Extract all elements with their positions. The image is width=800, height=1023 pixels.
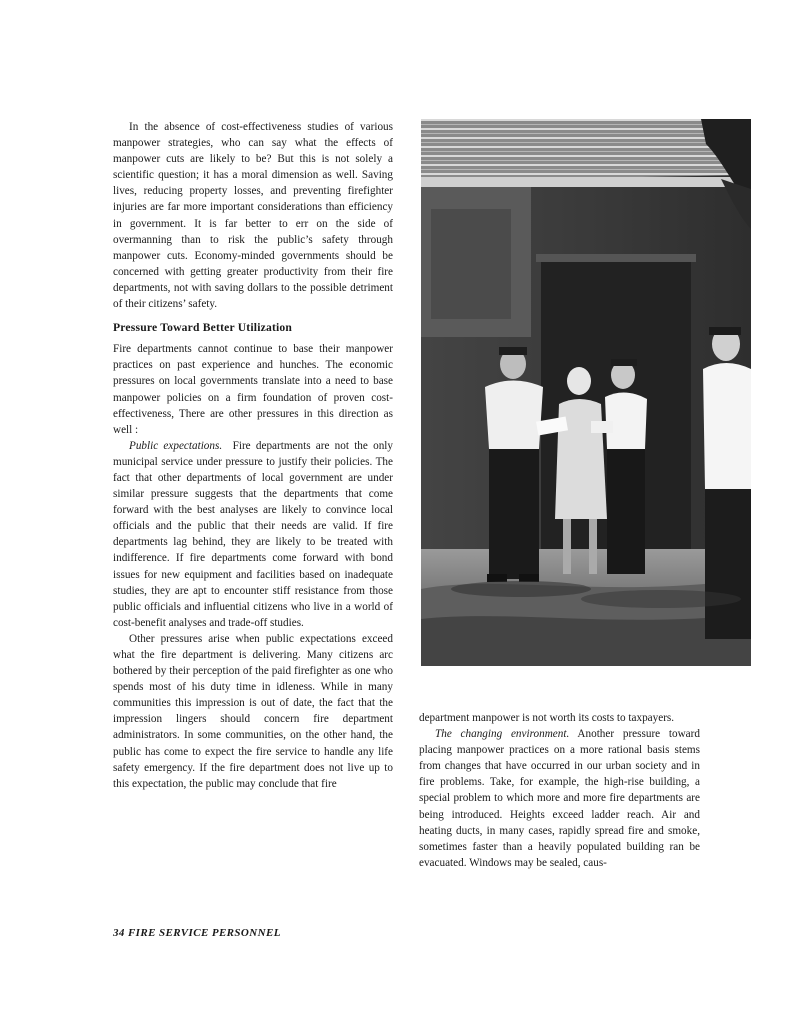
photo-illustration	[421, 119, 751, 666]
paragraph-manpower-cuts: In the absence of cost-effectiveness studies of various manpower strategies, who can say what the effects of manpower cuts are likely to be? But this is not solely a scientific question; it has a moral dimension as well. Saving lives, reducing property losses, and preventing firefighter injuries are far more important considerations than efficiency in government. It is far better to err on the side of overmanning than to risk the public’s safety through manpower cuts. Economy-minded governments should be concerned with getting greater productivity from their fire departments, not with saving dollars to the possible detriment of their citizens’ safety.	[113, 121, 393, 311]
paragraph-pressures-intro: Fire departments cannot continue to base their manpower practices on past experience and hunches. The economic pressures on local governments translate into a need to base manpower policies on a firm foundation of proven cost-effectiveness, There are other pressures in this direction as well :	[113, 343, 393, 436]
page-footer: 34 FIRE SERVICE PERSONNEL	[113, 927, 281, 939]
paragraph-changing-environment	[419, 726, 700, 871]
firefighters-photograph	[421, 119, 751, 666]
paragraph-changing-environment-text: Another pressure toward placing manpower practices on a more rational basis stems from changes that have occurred in our urban society and in fire problems. Take, for example, the high-rise building, a special problem to which more and more fire departments are being introduced. Heights exceed ladder reach. Air and heating ducts, in many cases, rapidly spread fire and smoke, sometimes faster than a heavily populated building ran be evacuated. Windows may be sealed, caus-	[419, 728, 700, 869]
paragraph-public-expectations	[113, 438, 393, 631]
paragraph-public-expectations-text: Fire departments are not the only municipal service under pressure to justify their policies. The fact that other departments of local government are under similar pressure suggests that the departments that come forward with the best analyses are likely to convince local officials and the public that their needs are valid. If fire departments lag behind, they are likely to be treated with indifference. If fire departments come forward with bond issues for new equipment and facilities based on inadequate studies, they are apt to encounter stiff resistance from those public officials and influential citizens who live in a world of cost-benefit analyses and trade-off studies.	[113, 439, 393, 629]
paragraph-department-manpower: department manpower is not worth its costs to taxpayers.	[419, 712, 675, 724]
paragraph-other-pressures: Other pressures arise when public expectations exceed what the fire department is delivering. Many citizens arc bothered by their perception of the paid firefighter as one who spends most of his duty time in idleness. While in many communities this impression is out of date, the fact that the impression lingers should concern fire department administrators. In some communities, on the other hand, the public has come to expect the fire service to handle any life safety emergency. If the fire department does not live up to this expectation, the public may conclude that fire	[113, 632, 393, 790]
run-in-heading-changing-environment: The changing environment.	[435, 728, 570, 741]
run-in-heading-public-expectations: Public expectations.	[129, 439, 223, 452]
right-text-column	[419, 710, 700, 871]
left-text-column	[113, 119, 393, 792]
section-heading: Pressure Toward Better Utilization	[113, 321, 293, 335]
